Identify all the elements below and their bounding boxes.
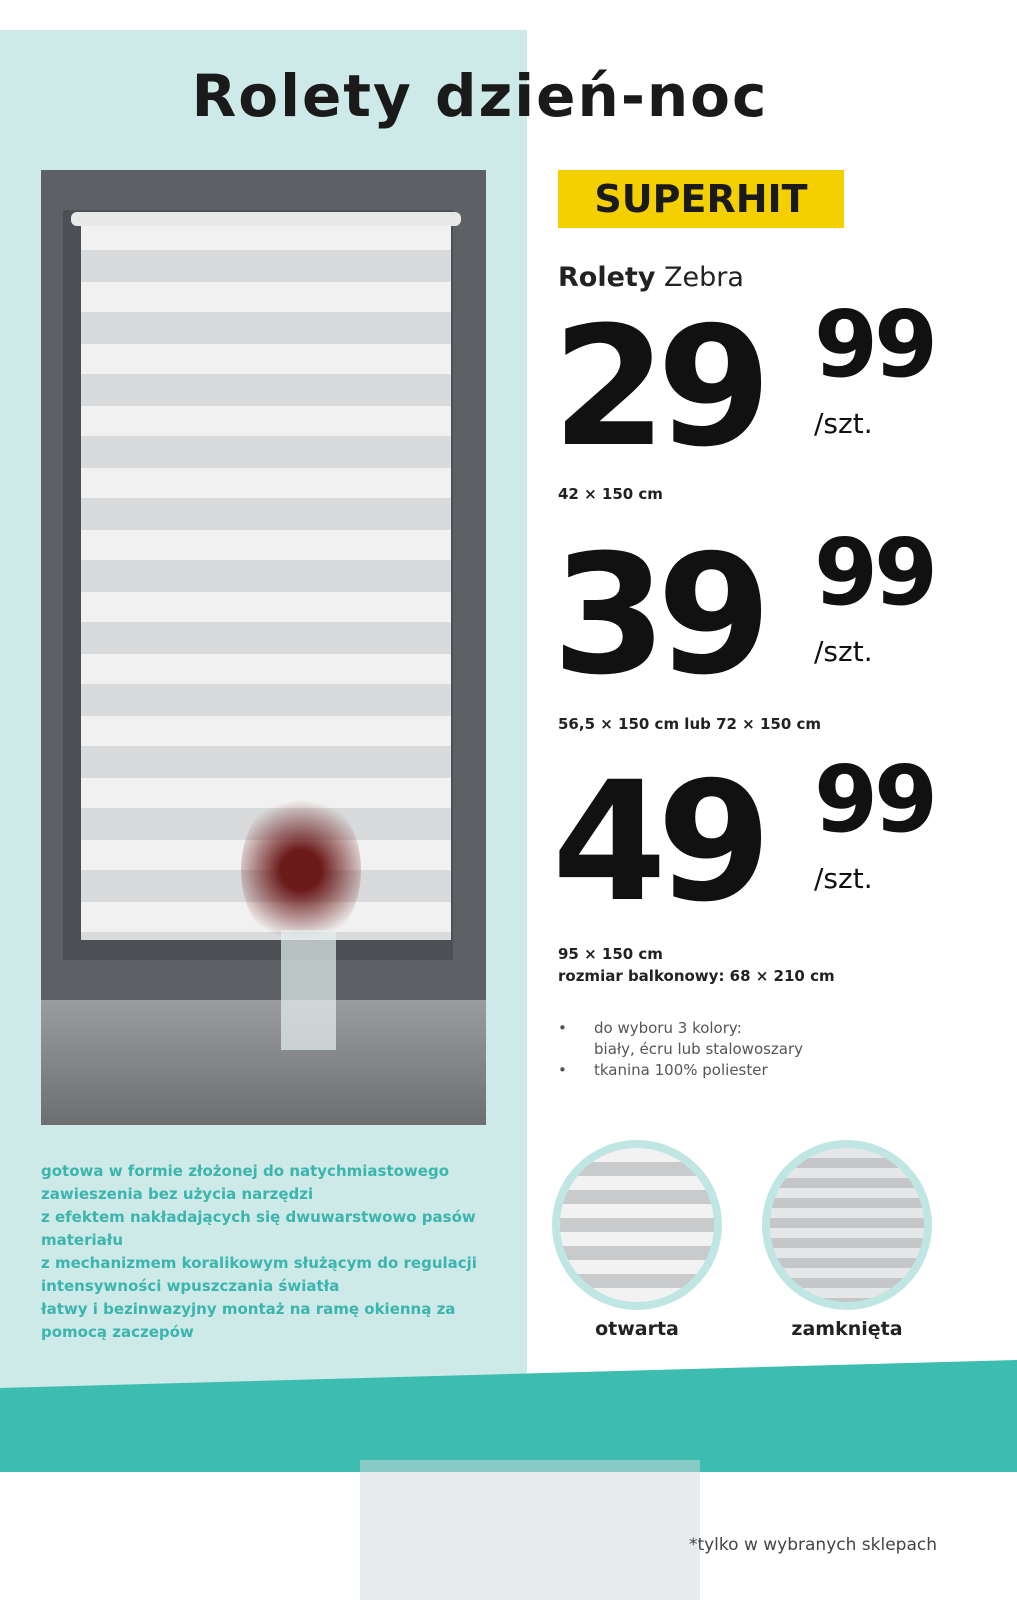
price-main: 39 xyxy=(552,519,762,711)
feature-list xyxy=(41,1160,511,1344)
vase xyxy=(281,930,336,1050)
spec-item: • tkanina 100% poliester xyxy=(558,1060,803,1081)
price-3 xyxy=(552,746,935,938)
product-type: Rolety xyxy=(558,262,656,293)
spec-list xyxy=(558,1018,803,1081)
price-1 xyxy=(552,291,935,483)
window-sill xyxy=(41,1000,486,1125)
size-balcony: rozmiar balkonowy: 68 × 210 cm xyxy=(558,967,835,985)
feature-item: z mechanizmem koralikowym służącym do regulacji intensywności wpuszczania światła xyxy=(41,1254,477,1295)
spec-item: • do wyboru 3 kolory: biały, écru lub stalowoszary xyxy=(558,1018,803,1060)
size-1: 42 × 150 cm xyxy=(558,485,663,503)
open-state-image xyxy=(552,1140,722,1310)
product-name xyxy=(558,262,744,293)
price-unit: /szt. xyxy=(814,407,873,440)
watermark-logo xyxy=(360,1460,700,1600)
feature-item: łatwy i bezinwazyjny montaż na ramę okienną za pomocą zaczepów xyxy=(41,1300,456,1341)
price-main: 29 xyxy=(552,291,762,483)
product-model: Zebra xyxy=(664,262,744,293)
size-3: 95 × 150 cm xyxy=(558,945,663,963)
feature-item: gotowa w formie złożonej do natychmiastowego zawieszenia bez użycia narzędzi xyxy=(41,1162,450,1203)
size-2: 56,5 × 150 cm lub 72 × 150 cm xyxy=(558,715,822,733)
closed-state-image xyxy=(762,1140,932,1310)
price-2 xyxy=(552,519,935,711)
closed-state-label: zamknięta xyxy=(791,1318,903,1340)
footnote: *tylko w wybranych sklepach xyxy=(688,1535,937,1555)
superhit-badge: SUPERHIT xyxy=(558,170,844,228)
page-title: Rolety dzień-noc xyxy=(191,62,769,130)
price-cents: 99 xyxy=(814,746,935,853)
price-unit: /szt. xyxy=(814,862,873,895)
feature-item: z efektem nakładających się dwuwarstwowo pasów materiału xyxy=(41,1208,476,1249)
product-photo xyxy=(41,170,486,1125)
decorative-branch xyxy=(241,790,361,950)
price-unit: /szt. xyxy=(814,635,873,668)
price-cents: 99 xyxy=(814,519,935,626)
price-cents: 99 xyxy=(814,291,935,398)
open-state-label: otwarta xyxy=(595,1318,679,1340)
blind-roller xyxy=(71,212,461,226)
price-main: 49 xyxy=(552,746,762,938)
